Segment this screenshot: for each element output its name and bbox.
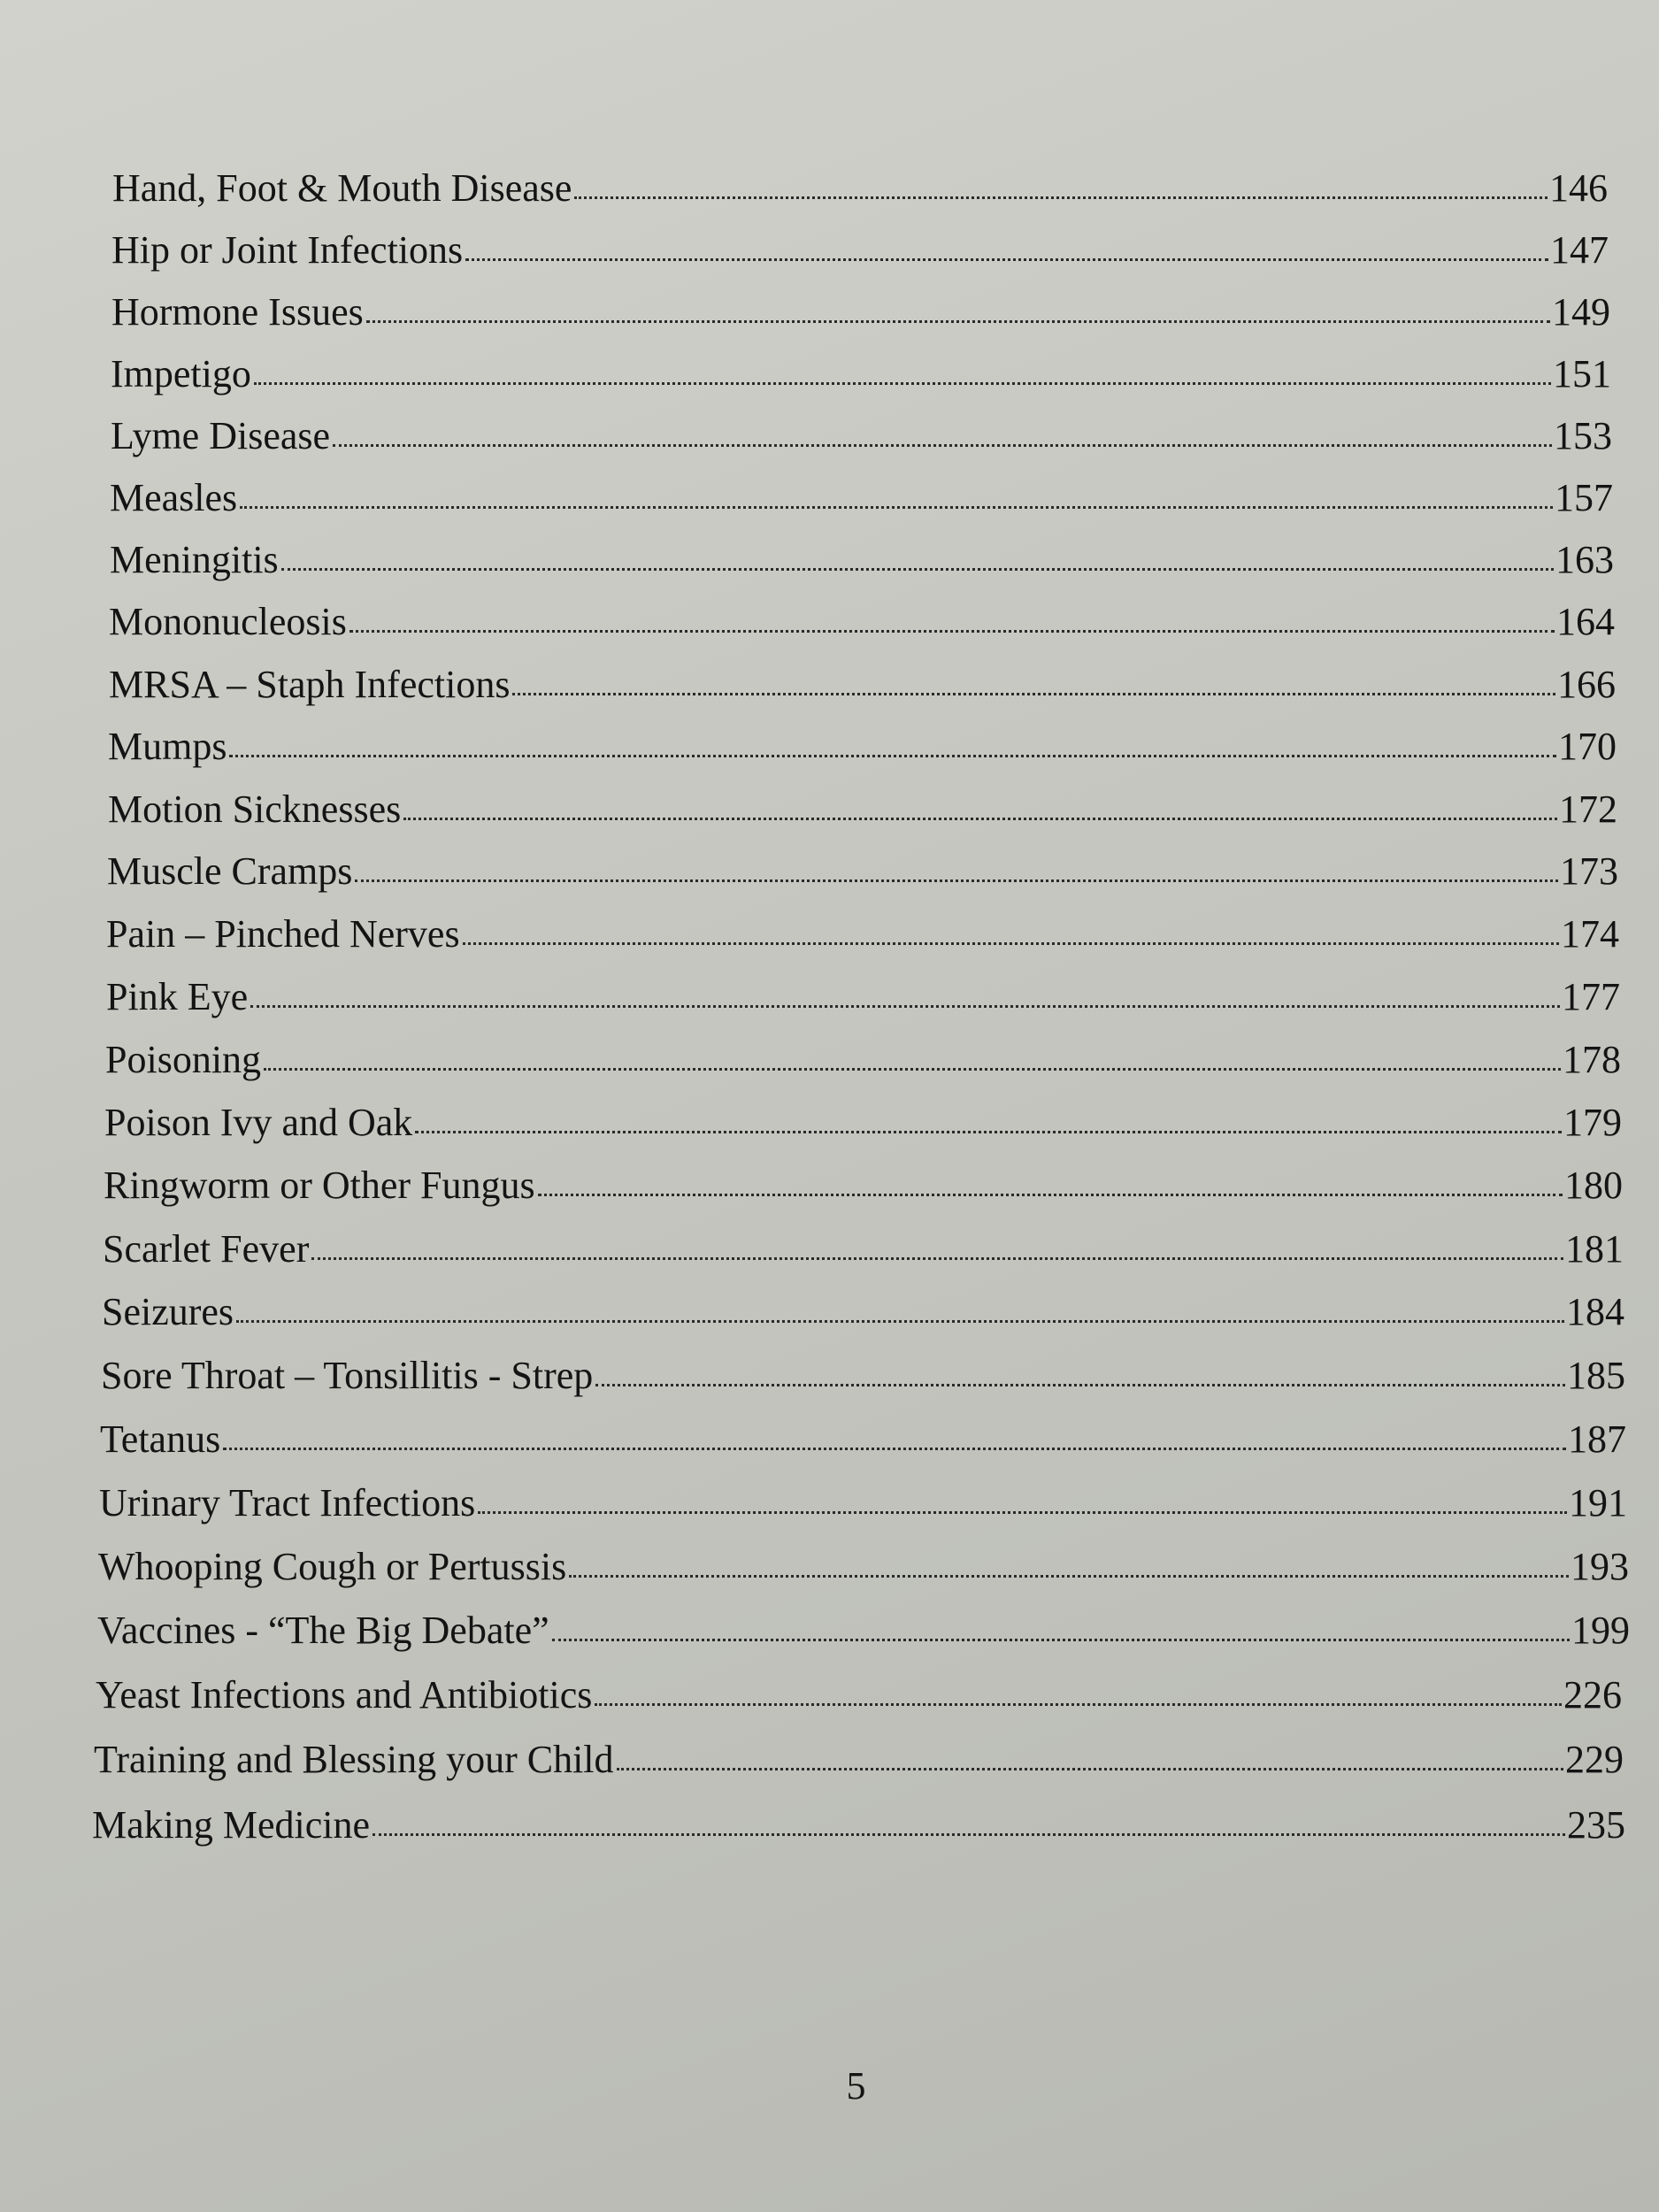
toc-entry-page: 146 — [1549, 166, 1608, 210]
toc-entry-page: 235 — [1567, 1803, 1625, 1847]
toc-entry — [111, 410, 1612, 463]
dot-leader — [574, 196, 1548, 199]
toc-entry — [107, 845, 1618, 898]
toc-entry-title: MRSA – Staph Infections — [109, 663, 511, 706]
toc-entry-page: 163 — [1555, 538, 1614, 581]
dot-leader — [463, 942, 1559, 945]
toc-entry-page: 185 — [1567, 1354, 1625, 1397]
toc-entry — [112, 162, 1608, 215]
toc-entry — [104, 1159, 1623, 1212]
dot-leader — [595, 1703, 1562, 1706]
dot-leader — [250, 1005, 1560, 1008]
toc-entry-page: 164 — [1556, 600, 1615, 643]
toc-entry-page: 149 — [1552, 290, 1610, 334]
dot-leader — [264, 1068, 1561, 1071]
dot-leader — [373, 1833, 1565, 1836]
toc-entry — [104, 1096, 1622, 1149]
toc-entry-title: Lyme Disease — [111, 414, 331, 457]
dot-leader — [366, 320, 1550, 323]
dot-leader — [617, 1768, 1563, 1770]
toc-entry — [102, 1286, 1624, 1339]
toc-entry — [108, 783, 1617, 836]
toc-entry — [92, 1799, 1625, 1852]
toc-entry-page: 181 — [1565, 1227, 1624, 1271]
dot-leader — [236, 1320, 1564, 1323]
toc-entry-page: 178 — [1563, 1038, 1621, 1081]
toc-entry — [110, 472, 1613, 525]
toc-entry-page: 191 — [1569, 1481, 1627, 1525]
toc-entry-title: Training and Blessing your Child — [94, 1738, 614, 1781]
toc-entry-page: 172 — [1559, 787, 1617, 831]
toc-entry — [99, 1477, 1627, 1530]
toc-entry-title: Measles — [110, 476, 238, 519]
toc-entry-page: 157 — [1555, 476, 1613, 519]
dot-leader — [229, 755, 1556, 757]
toc-entry-title: Yeast Infections and Antibiotics — [96, 1673, 593, 1717]
dot-leader — [465, 258, 1548, 261]
dot-leader — [333, 444, 1552, 447]
toc-entry-title: Motion Sicknesses — [108, 787, 402, 831]
toc-entry-title: Urinary Tract Infections — [99, 1481, 476, 1525]
toc-entry-page: 147 — [1550, 228, 1609, 272]
toc-entry-page: 226 — [1563, 1673, 1622, 1717]
toc-entry — [111, 224, 1609, 277]
toc-entry-page: 193 — [1571, 1545, 1629, 1588]
toc-entry-page: 179 — [1563, 1101, 1622, 1144]
toc-entry-title: Poisoning — [105, 1038, 262, 1081]
toc-entry-page: 177 — [1562, 975, 1620, 1018]
dot-leader — [240, 506, 1553, 509]
toc-entry — [109, 595, 1615, 649]
dot-leader — [254, 382, 1551, 385]
toc-entry-title: Hormone Issues — [111, 290, 364, 334]
toc-entry — [110, 534, 1614, 587]
toc-entry-title: Scarlet Fever — [103, 1227, 310, 1271]
toc-entry-page: 180 — [1564, 1164, 1623, 1207]
toc-entry-title: Meningitis — [110, 538, 279, 581]
dot-leader — [569, 1575, 1569, 1578]
toc-entry-page: 187 — [1568, 1417, 1626, 1461]
toc-entry — [101, 1349, 1625, 1402]
toc-entry-page: 166 — [1557, 663, 1616, 706]
dot-leader — [552, 1639, 1570, 1641]
dot-leader — [349, 630, 1555, 633]
toc-entry — [105, 1033, 1621, 1087]
dot-leader — [281, 568, 1554, 571]
toc-entry-page: 170 — [1558, 725, 1617, 768]
toc-entry — [108, 720, 1617, 773]
dot-leader — [355, 879, 1558, 882]
toc-entry — [106, 971, 1620, 1024]
toc-entry-title: Pain – Pinched Nerves — [106, 912, 460, 956]
toc-entry-page: 199 — [1571, 1609, 1630, 1652]
page-number: 5 — [846, 2064, 866, 2108]
toc-entry — [96, 1669, 1622, 1722]
toc-entry — [98, 1540, 1629, 1594]
toc-entry — [111, 348, 1611, 401]
toc-entry-title: Pink Eye — [106, 975, 249, 1018]
toc-entry-title: Sore Throat – Tonsillitis - Strep — [101, 1354, 594, 1397]
toc-entry — [94, 1733, 1624, 1786]
dot-leader — [311, 1257, 1563, 1260]
toc-entry-title: Ringworm or Other Fungus — [104, 1164, 535, 1207]
toc-entry-page: 151 — [1553, 352, 1611, 396]
toc-entry-page: 153 — [1554, 414, 1612, 457]
toc-entry — [109, 658, 1616, 711]
toc-entry — [100, 1413, 1626, 1466]
toc-entry-title: Making Medicine — [92, 1803, 371, 1847]
dot-leader — [512, 693, 1555, 695]
toc-entry — [103, 1223, 1624, 1276]
toc-entry-title: Seizures — [102, 1290, 234, 1333]
dot-leader — [595, 1384, 1565, 1386]
toc-entry-title: Poison Ivy and Oak — [104, 1101, 413, 1144]
toc-entry — [111, 286, 1610, 339]
toc-entry-page: 174 — [1561, 912, 1619, 956]
dot-leader — [415, 1131, 1562, 1133]
toc-entry-title: Mumps — [108, 725, 227, 768]
toc-entry-page: 184 — [1566, 1290, 1624, 1333]
toc-entry-title: Muscle Cramps — [107, 849, 353, 893]
toc-entry-title: Mononucleosis — [109, 600, 347, 643]
dot-leader — [223, 1448, 1566, 1450]
toc-entry-page: 229 — [1565, 1738, 1624, 1781]
toc-entry-page: 173 — [1560, 849, 1618, 893]
toc-entry-title: Impetigo — [111, 352, 251, 396]
toc-entry-title: Whooping Cough or Pertussis — [98, 1545, 567, 1588]
dot-leader — [403, 818, 1557, 820]
toc-entry-title: Hand, Foot & Mouth Disease — [112, 166, 572, 210]
toc-entry-title: Vaccines - “The Big Debate” — [97, 1609, 549, 1652]
toc-entry — [97, 1604, 1630, 1657]
toc-entry — [106, 908, 1619, 961]
toc-entry-title: Hip or Joint Infections — [111, 228, 464, 272]
dot-leader — [538, 1194, 1563, 1196]
toc-entry-title: Tetanus — [100, 1417, 221, 1461]
dot-leader — [478, 1511, 1567, 1514]
